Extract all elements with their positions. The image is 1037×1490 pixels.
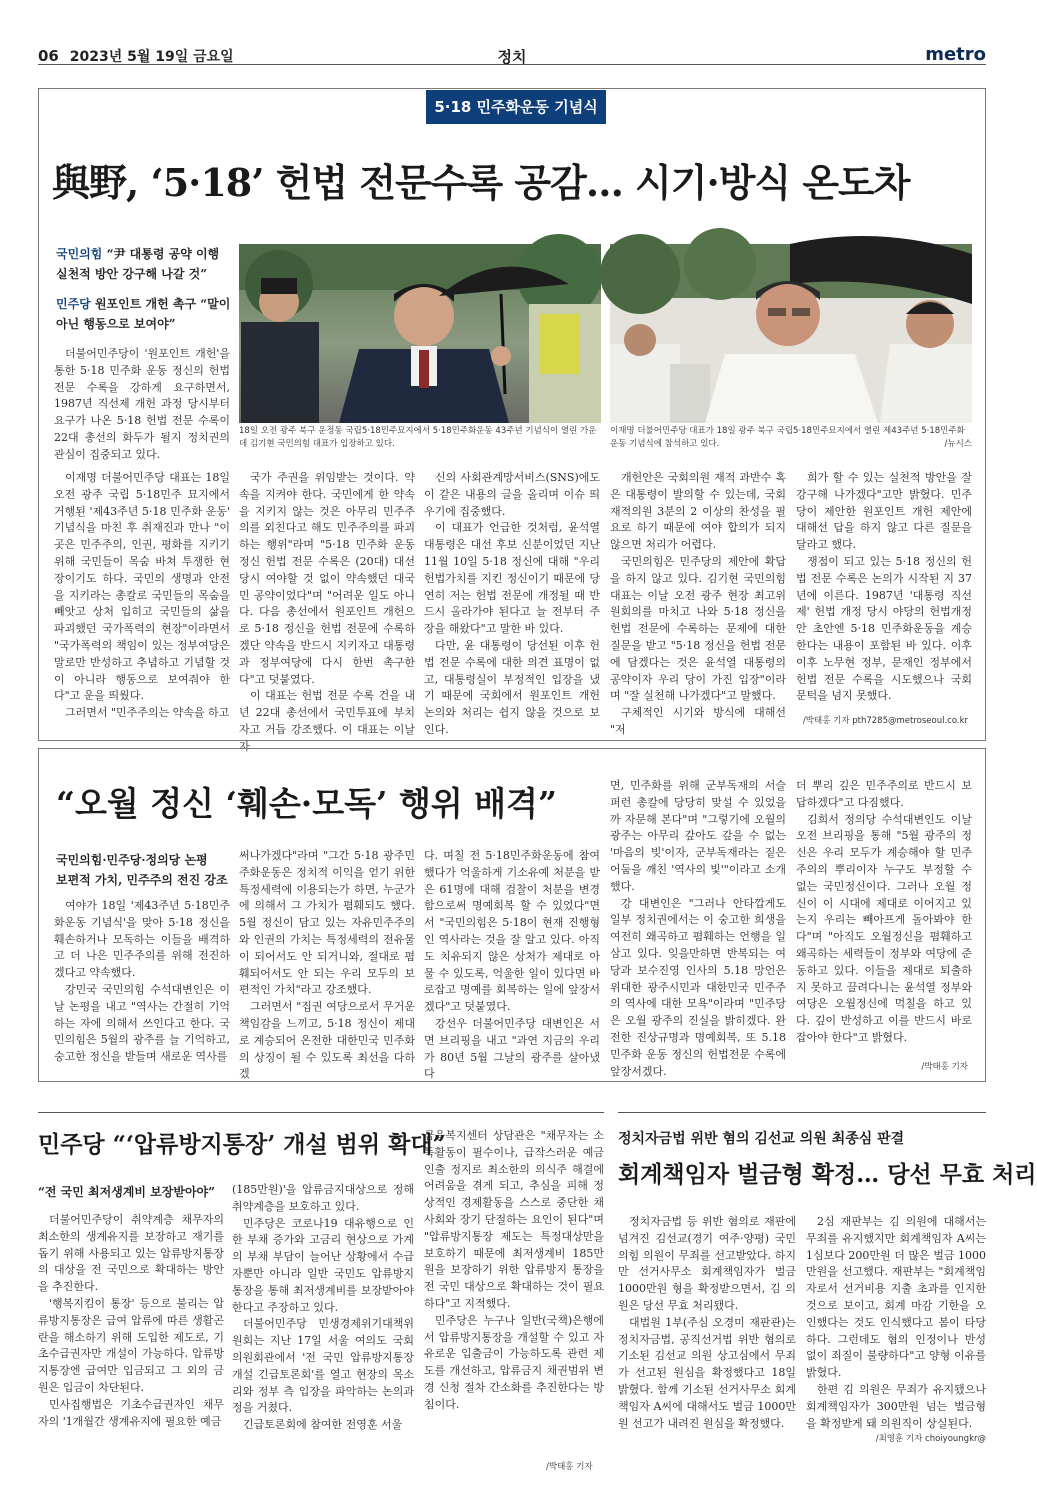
top-story-column-3 bbox=[424, 470, 600, 736]
top-story-column-3-text-cont: 이 대표가 언급한 것처럼, 윤석열 대통령은 대선 후보 신분이었던 지난 11월 10일 5·18 정신에 대해 "우리 헌법가치를 지킨 정신이기 때문에 당연히 저는 헌법 전문에 개정될 때 반드시 올라가야 된다고 늘 전부터 주장을 해왔다"고 말한 바 있다. bbox=[424, 521, 600, 636]
masthead bbox=[38, 8, 986, 66]
photo-lee-jaemyung-image bbox=[610, 244, 972, 423]
second-story-column-2-text-cont: 그러면서 "집권 여당으로서 무거운 책임감을 느끼고, 5·18 정신이 제대로 계승되어 온전한 대한민국 민주화의 상징이 될 수 있도록 최선을 다하겠 bbox=[239, 1000, 415, 1081]
third-story-column-2-text-cont: 더불어민주당 민생경제위기대책위원회는 지난 17일 서울 여의도 국회 의원회관에서 '전 국민 압류방지통장 개설 긴급토론회'를 열고 현장의 목소리와 정부 측 입장을 파악하는 논의과정을 거쳤다. bbox=[232, 1317, 414, 1415]
photo-lee-caption bbox=[610, 425, 972, 451]
subhead-dp bbox=[56, 294, 234, 334]
third-story-column-1 bbox=[38, 1212, 224, 1482]
second-story-column-2 bbox=[239, 848, 415, 1081]
top-story-headline: 與野, ‘5·18’ 헌법 전문수록 공감… 시기·방식 온도차 bbox=[52, 160, 910, 205]
top-story-column-4-text: 개헌안은 국회의원 재적 과반수 혹은 대통령이 발의할 수 있는데, 국회 재적의원 3분의 2 이상의 찬성을 필요로 하기 때문에 여야 합의가 되지 않으면 처리가 어렵다. bbox=[610, 471, 786, 552]
top-story-lead-text: 더불어민주당이 '원포인트 개헌'을 통한 5·18 민주화 운동 정신의 헌법 전문 수록을 강하게 요구하면서, 1987년 직선제 개헌 과정 당시부터 요구가 나온 5·18 헌법 전문 수록이 22대 총선의 화두가 될지 정치권의 관심이 집중되고 있다. bbox=[54, 347, 230, 461]
third-story-headline: 민주당 “‘압류방지통장’ 개설 범위 확대” bbox=[38, 1131, 446, 1158]
top-story-column-1-text: 이재명 더불어민주당 대표는 18일 오전 광주 국립 5·18민주 묘지에서 거행된 '제43주년 5·18 민주화 운동' 기념식을 마친 후 취재진과 만나 "이 곳은 민주주의, 인권, 평화를 지키기 위해 국민들이 목숨 바쳐 투쟁한 현장이기도 하다. 국민의 생명과 안전을 지키라는 총칼로 국민들의 목숨을 빼앗고 상처 입히고 국민들의 삶을 파괴했던 국가폭력의 현장"이라면서 "국가폭력의 책임이 있는 정부여당은 말로만 반성하고 추념하고 기념할 것이 아니라 행동으로 보여줘야 한다"고 운을 띄웠다. bbox=[54, 471, 230, 703]
third-story-top-rule bbox=[38, 1112, 604, 1113]
photo-kim-caption: 18일 오전 광주 북구 운정동 국립5·18민주묘지에서 5·18민주화운동 43주년 기념식이 열린 가운데 김기현 국민의힘 대표가 입장하고 있다. bbox=[239, 426, 597, 449]
photo-lee-credit: /뉴시스 bbox=[944, 439, 972, 449]
third-story-subhead: “전 국민 최저생계비 보장받아야” bbox=[38, 1185, 216, 1199]
fourth-story-column-1-text: 정치자금법 등 위반 혐의로 재판에 넘겨진 김선교(경기 여주·양평) 국민의힘 의원이 무죄를 선고받았다. 하지만 선거사무소 회계책임자가 벌금 1000만원 형을 확정받으면서, 김 의원은 당선 무효 처리됐다. bbox=[618, 1215, 796, 1312]
fourth-story-column-2-text-cont: 한편 김 의원은 무죄가 유지됐으나 회계책임자가 300만원 넘는 벌금형을 확정받게 돼 의원직이 상실된다. bbox=[806, 1382, 986, 1430]
subhead-ppp-text: “尹 대통령 공약 이행 실천적 방안 강구해 나갈 것” bbox=[56, 247, 220, 281]
newspaper-logo: metro bbox=[925, 44, 986, 65]
top-story-column-5-text-cont: 쟁점이 되고 있는 5·18 정신의 헌법 전문 수록은 논의가 시작된 지 37년에 이른다. 1987년 '대통령 직선제' 헌법 개정 당시 야당의 헌법개정안 초안엔 5·18 민주화운동을 계승한다는 내용이 포함된 바 있다. 이후 이후 노무현 정부, 문재인 정부에서 헌법 전문 수록을 시도했으나 국회 문턱을 넘지 못했다. bbox=[796, 554, 972, 703]
photo-lee-caption-text: 이재명 더불어민주당 대표가 18일 광주 북구 국립5·18민주묘지에서 열린 제43주년 5·18민주화운동 기념식에 참석하고 있다. bbox=[610, 426, 965, 449]
section-name: 정치 bbox=[497, 48, 527, 66]
top-story-column-3-text: 신의 사회관계망서비스(SNS)에도 이 같은 내용의 글을 올리며 이슈 띄우기에 집중했다. bbox=[424, 471, 600, 518]
top-story-column-4-text-cont: 국민의힘은 민주당의 제안에 확답을 하지 않고 있다. 김기현 국민의힘 대표는 이날 오전 광주 현장 최고위원회의를 마치고 나와 5·18 정신을 헌법 전문에 수록하는 문제에 대한 질문을 받고 "5·18 정신을 헌법 전문에 담겠다는 것은 윤석열 대통령의 공약이자 우리 당이 가진 입장"이라며 "잘 실천해 나가겠다"고 말했다. bbox=[610, 554, 786, 703]
third-story-column-2-text-cont: 긴급토론회에 참여한 전영훈 서울 bbox=[243, 1418, 403, 1432]
fourth-story-column-1 bbox=[618, 1214, 796, 1478]
second-story-column-1-text-cont: 강민국 국민의힘 수석대변인은 이날 논평을 내고 "역사는 간절히 기억하는 자에 의해서 쓰인다고 한다. 국민의힘은 5월의 광주를 늘 기억하고, 숭고한 정신을 받들며 새로운 역사를 bbox=[54, 982, 230, 1064]
second-story-column-4-text: 면, 민주화를 위해 군부독재의 서슬퍼런 총칼에 당당히 맞설 수 있었을까 자문해 본다"며 "그렇기에 오월의 광주는 아무리 갚아도 갚을 수 없는 '마음의 빚'이자, 군부독재라는 짙은 어둠을 깨친 '역사의 빛'"이라고 소개했다. bbox=[610, 779, 786, 893]
subhead-dp-text: 원포인트 개헌 촉구 “말이 아닌 행동으로 보여야” bbox=[56, 297, 231, 331]
fourth-story-headline: 회계책임자 벌금형 확정… 당선 무효 처리 bbox=[618, 1161, 1037, 1188]
top-story-column-4 bbox=[610, 470, 786, 736]
second-story-headline: “오월 정신 ‘훼손·모독’ 행위 배격” bbox=[56, 784, 557, 823]
fourth-story-column-2 bbox=[806, 1214, 986, 1428]
top-story-column-2 bbox=[239, 470, 415, 753]
photo-kim-gihyeon-image bbox=[239, 244, 601, 423]
masthead-rule bbox=[38, 64, 986, 65]
second-story-subhead: 국민의힘·민주당·정의당 논평 보편적 가치, 민주주의 전진 강조 bbox=[56, 853, 228, 887]
third-story-column-1-text-cont: 민사집행법은 기초수급권자인 채무자의 '1개월간 생계유지에 필요한 예금 bbox=[38, 1397, 224, 1428]
top-story-kicker: 5·18 민주화운동 기념식 bbox=[426, 90, 606, 124]
page-number: 06 bbox=[38, 47, 59, 65]
third-story-column-2-text-cont: 민주당은 코로나19 대유행으로 인한 부채 증가와 고금리 현상으로 가계의 부채 부담이 늘어난 상황에서 수급자뿐만 아니라 일반 국민도 압류방지통장을 통해 최저생계비를 보장받아야 한다고 주장하고 있다. bbox=[232, 1216, 414, 1314]
third-story-column-2 bbox=[232, 1182, 414, 1482]
photo-lee-jaemyung bbox=[610, 244, 972, 423]
fourth-story-byline: /최영훈 기자 choiyoungkr@ bbox=[875, 1434, 986, 1444]
fourth-story-column-2-text: 2심 재판부는 김 의원에 대해서는 무죄를 유지했지만 회계책임자 A씨는 1심보다 200만원 더 많은 벌금 1000만원을 선고했다. 재판부는 "회계책임자로서 선거비용 지출 초과를 인지한 것으로 보이고, 회계 마감 기한을 오인했다는 것도 인식했다고 봄이 타당하다. 그런데도 혐의 인정이나 반성 없이 죄질이 불량하다"고 양형 이유를 밝혔다. bbox=[806, 1215, 986, 1380]
fourth-story-column-1-text-cont: 대법원 1부(주심 오경미 재판관)는 정치자금법, 공직선거법 위반 혐의로 기소된 김선교 의원 상고심에서 무죄가 선고된 원심을 확정했다고 18일 밝혔다. 함께 기소된 선거사무소 회계책임자 A씨에 대해서도 벌금 1000만원 선고가 내려진 원심을 확정했다. bbox=[618, 1315, 796, 1430]
second-story-column-1-text: 여야가 18일 '제43주년 5·18민주화운동 기념식'을 맞아 5·18 정신을 훼손하거나 모독하는 이들을 배격하고 더 나은 민주주의를 위해 전진하겠다고 약속했다. bbox=[54, 899, 230, 980]
photo-kim-gihyeon bbox=[239, 244, 601, 423]
fourth-story-kicker: 정치자금법 위반 혐의 김선교 의원 최종심 판결 bbox=[618, 1131, 905, 1147]
top-story-column-3-text-cont: 다만, 윤 대통령이 당선된 이후 헌법 전문 수록에 대한 의견 표명이 없고, 대통령실이 부정적인 입장을 냈기 때문에 국회에서 원포인트 개헌 논의와 처리는 쉽지 않을 것으로 보인다. bbox=[424, 638, 600, 736]
top-story-column-5 bbox=[796, 470, 972, 710]
second-story-column-5 bbox=[796, 778, 972, 1048]
subhead-dp-party: 민주당 bbox=[56, 297, 91, 311]
issue-date: 2023년 5월 19일 금요일 bbox=[69, 49, 234, 65]
second-story-column-2-text: 써나가겠다"라며 "그간 5·18 광주민주화운동은 정치적 이익을 얻기 위한 특정세력에 이용되는가 하면, 누군가에 의해서 그 가치가 폄훼되도 했다. 5월 정신이 담고 있는 자유민주주의와 인권의 가치는 특정세력의 전유물이 되어서도 안 되거니와, 절대로 폄훼되어서도 안 되는 우리 모두의 보편적인 가치"라고 강조했다. bbox=[239, 849, 415, 997]
second-story-column-5-text: 더 뿌리 깊은 민주주의로 반드시 보답하겠다"고 다짐했다. bbox=[796, 779, 972, 809]
third-story-column-3-text-cont: 민주당은 누구나 일반(국책)은행에서 압류방지통장을 개설할 수 있고 자유로운 입출금이 가능하도록 관련 제도를 개선하고, 압류금지 채권범위 변경 신청 절차 간소화를 추진한다는 방침이다. bbox=[424, 1313, 604, 1411]
third-story-column-1-text-cont: '행복지킴이 통장' 등으로 불리는 압류방지통장은 급여 압류에 따른 생활곤란을 해소하기 위해 도입한 제도로, 기초수급권자만 개설이 가능하다. 압류방지통장엔 급여만 입금되고 그 외의 금원은 입금이 차단된다. bbox=[38, 1296, 224, 1394]
second-story-column-4-text-cont: 강 대변인은 "그러나 안타깝게도 일부 정치권에서는 이 숭고한 희생을 여전히 왜곡하고 폄훼하는 언행을 일삼고 있다. 잊을만하면 반복되는 여당과 보수진영 인사의 5.18 망언은 위대한 광주시민과 대한민국 민주주의 역사에 대한 모욕"이라며 "민주당은 오월 광주의 진실을 밝히겠다. 완전한 진상규명과 명예회복, 또 5.18 민주화 운동 정신의 헌법전문 수록에 앞장서겠다. bbox=[610, 896, 786, 1078]
top-story-lead-column bbox=[54, 346, 230, 464]
top-story-column-2-text-cont: 이 대표는 헌법 전문 수록 건을 내년 22대 총선에서 국민투표에 부치자고 거듭 강조했다. 이 대표는 이날 자 bbox=[239, 689, 415, 753]
top-story-column-2-text: 국가 주권을 위임받는 것이다. 약속을 지켜야 한다. 국민에게 한 약속을 지키지 않는 것은 아무리 민주주의를 외친다고 해도 민주주의를 파괴하는 행위"라며 "5·18 민주화 운동 정신 헌법 전문 수록은 (20대) 대선 당시 여야할 것 없이 약속했던 대국민 공약이었다"며 "어려운 일도 아니다. 다음 총선에서 원포인트 개헌으로 5·18 정신을 헌법 전문에 수록하겠단 약속을 반드시 지키자고 대통령과 정부여당에 다시 한번 촉구한다"고 덧붙였다. bbox=[239, 471, 415, 686]
top-story-column-5-text: 희가 할 수 있는 실천적 방안을 잘 강구해 나가겠다"고만 밝혔다. 민주당이 제안한 원포인트 개헌 제안에 대해선 답을 하지 않고 다른 질문을 달라고 했다. bbox=[796, 471, 972, 552]
third-story-column-3-text: 금융복지센터 상담관은 "채무자는 소득활동이 필수이나, 급작스러운 예금 인출 정지로 최소한의 의식주 해결에 어려움을 겪게 되고, 추심을 피해 정상적인 경제활동을 스스로 중단한 채 사회와 장기 단절하는 요인이 된다"며 "압류방지통장 제도는 특정대상만을 보호하기 때문에 최저생계비 185만원을 보장하기 위한 압류방지 통장을 전 국민 대상으로 확대하는 것이 필요하다"고 지적했다. bbox=[424, 1129, 604, 1310]
second-story-column-3-text-cont: 강선우 더불어민주당 대변인은 서면 브리핑을 내고 "과연 지금의 우리가 80년 5월 그날의 광주를 살아냈다 bbox=[424, 1016, 600, 1081]
top-story-column-1 bbox=[54, 470, 230, 732]
subhead-ppp bbox=[56, 244, 234, 284]
third-story-column-2-text: (185만원)'을 압류금지대상으로 정해 취약계층을 보호하고 있다. bbox=[232, 1183, 414, 1213]
second-story-byline: /박태홍 기자 bbox=[921, 1062, 968, 1072]
masthead-left bbox=[38, 46, 234, 66]
second-story-column-3-text: 다. 며칠 전 5·18민주화운동에 참여했다가 억울하게 기소유예 처분을 받은 61명에 대해 검찰이 처분을 변경함으로써 명예회복 할 수 있었다"면서 "국민의힘은 5·18이 현재 진행형인 역사라는 것을 잘 알고 있다. 아직도 치유되지 않은 상처가 제대로 아물 수 있도록, 억울한 일이 있다면 바로잡고 명예를 회복하는 일에 앞장서겠다"고 덧붙였다. bbox=[424, 849, 600, 1014]
subhead-ppp-party: 국민의힘 bbox=[56, 247, 103, 261]
third-story-column-1-text: 더불어민주당이 취약계층 채무자의 최소한의 생계유지를 보장하고 재기를 돕기 위해 사용되고 있는 압류방지통장의 대상을 전 국민으로 확대하는 방안을 추진한다. bbox=[38, 1213, 224, 1294]
third-story-column-3 bbox=[424, 1128, 604, 1448]
top-story-column-4-text-cont: 구체적인 시기와 방식에 대해선 "저 bbox=[610, 706, 786, 736]
second-story-column-5-text-cont: 김희서 정의당 수석대변인도 이날 오전 브리핑을 통해 "5월 광주의 정신은 우리 모두가 계승해야 할 민주주의의 뿌리이자 누구도 부정할 수 없는 국민정신이다. 그러나 오월 정신이 이 시대에 제대로 이어지고 있는지 우리는 빼아프게 돌아봐야 한다"며 "아직도 오월정신을 폄훼하고 왜곡하는 세력들이 정부와 여당에 준동하고 있다. 이들을 제대로 퇴출하지 못하고 끌려다니는 윤석열 정부와 여당은 오월정신에 먹칠을 하고 있다. 깊이 반성하고 이를 반드시 바로잡아야 한다"고 밝혔다. bbox=[796, 812, 972, 1044]
top-story-byline: /박태홍 기자 pth7285@metroseoul.co.kr bbox=[802, 716, 968, 726]
second-story-column-4 bbox=[610, 778, 786, 1078]
top-story-column-1-text-cont: 그러면서 "민주주의는 약속을 하고 bbox=[65, 706, 230, 720]
second-story-column-3 bbox=[424, 848, 600, 1081]
fourth-story-top-rule bbox=[618, 1112, 986, 1113]
second-story-column-1 bbox=[54, 898, 230, 1074]
third-story-byline: /박태홍 기자 bbox=[546, 1462, 593, 1472]
